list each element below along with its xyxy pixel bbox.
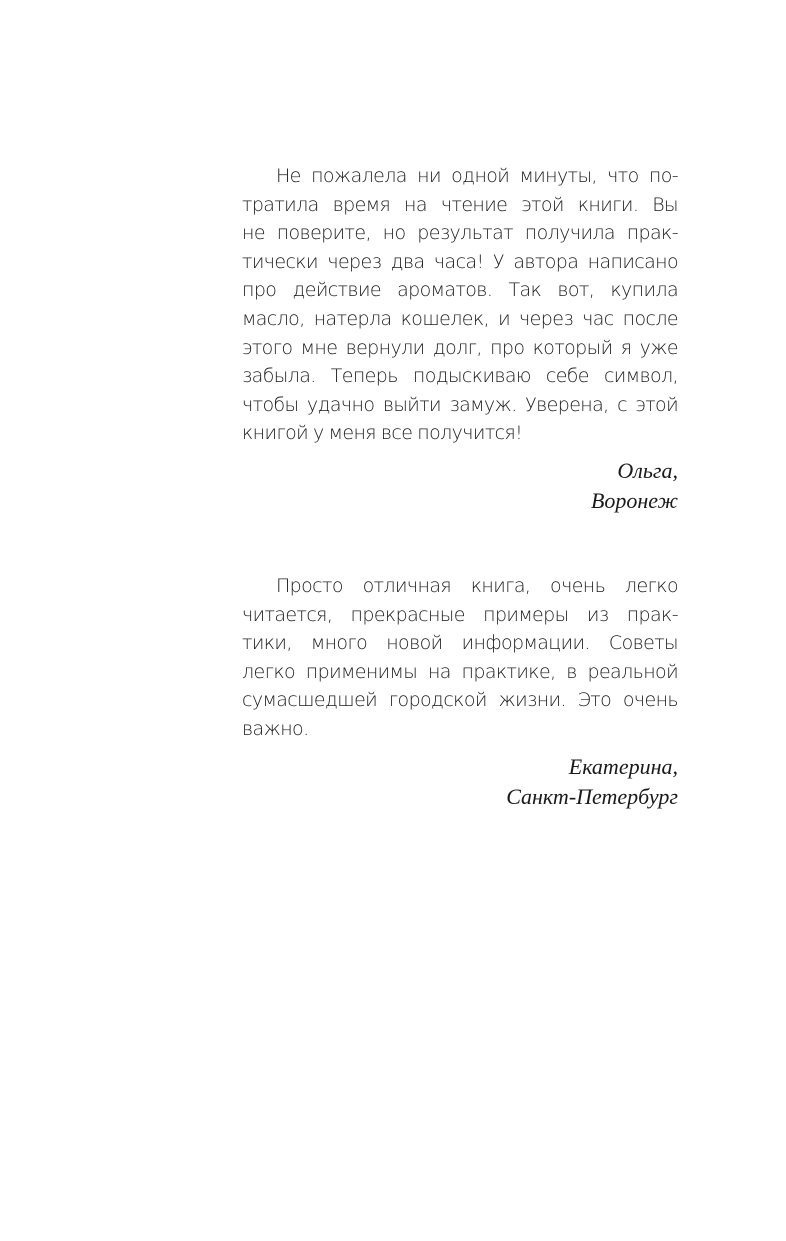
review-signature xyxy=(242,456,678,516)
review-signature xyxy=(242,752,678,812)
review-line: чтобы удачно выйти замуж. Уверена, с этой xyxy=(242,393,678,416)
review-line: Просто отличная книга, очень легко xyxy=(276,575,678,597)
review-line: Не пожалела ни одной минуты, что по- xyxy=(276,165,678,187)
review-text xyxy=(242,572,678,744)
review-line: сумасшедшей городской жизни. Это очень xyxy=(242,689,678,712)
review-line: тратила время на чтение этой книги. Вы xyxy=(242,193,678,216)
review-line: читается, прекрасные примеры из прак- xyxy=(242,603,678,626)
review-line: не поверите, но результат получила прак- xyxy=(242,222,678,245)
review-olga xyxy=(242,162,678,516)
review-line: забыла. Теперь подыскиваю себе символ, xyxy=(242,365,678,388)
review-line: легко применимы на практике, в реальной xyxy=(242,660,678,683)
review-line: масло, натерла кошелек, и через час после xyxy=(242,307,678,330)
author-name: Екатерина, xyxy=(568,753,678,779)
review-ekaterina xyxy=(242,572,678,812)
review-line: важно. xyxy=(242,717,309,740)
review-line: тики, много новой информации. Советы xyxy=(242,632,678,655)
review-line: этого мне вернули долг, про который я уже xyxy=(242,336,678,359)
review-text xyxy=(242,162,678,448)
author-city: Воронеж xyxy=(590,487,678,513)
review-line: про действие ароматов. Так вот, купила xyxy=(242,279,678,302)
review-line: тически через два часа! У автора написано xyxy=(242,250,678,273)
review-line: книгой у меня все получится! xyxy=(242,422,523,445)
author-city: Санкт-Петербург xyxy=(506,783,678,809)
author-name: Ольга, xyxy=(617,457,678,483)
